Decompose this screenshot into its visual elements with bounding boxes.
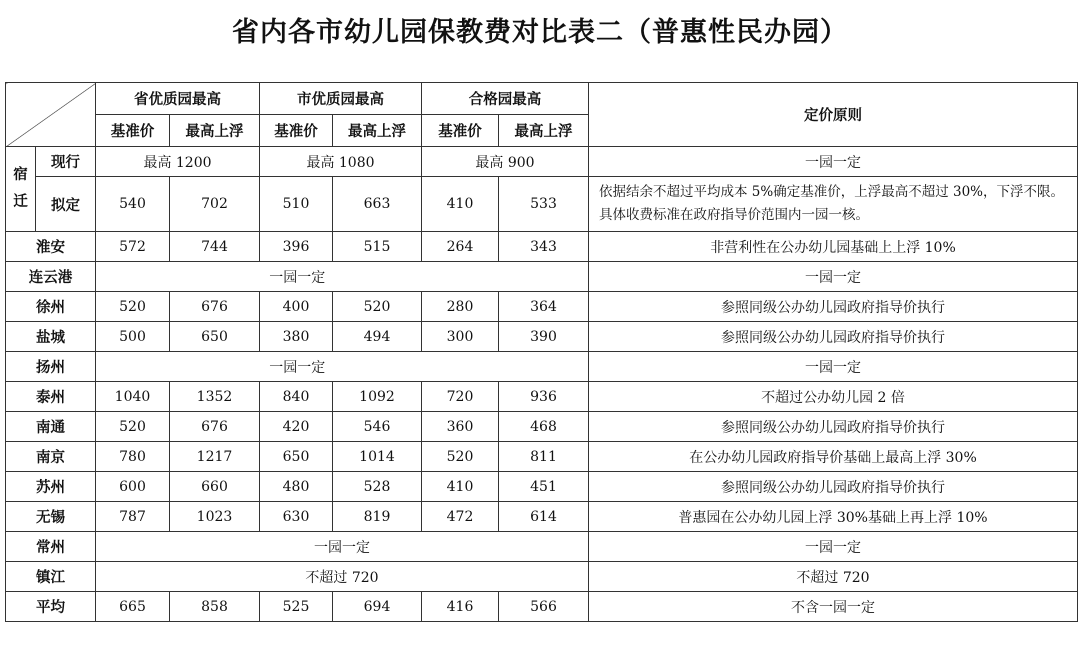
value-cell: 500	[96, 322, 170, 352]
value-cell: 最高 1200	[96, 147, 260, 177]
header-base-price: 基准价	[260, 115, 333, 147]
value-cell: 858	[170, 592, 260, 622]
principle-cell: 一园一定	[589, 532, 1078, 562]
value-cell: 520	[96, 412, 170, 442]
value-cell: 515	[333, 232, 422, 262]
principle-cell: 参照同级公办幼儿园政府指导价执行	[589, 472, 1078, 502]
value-cell: 1352	[170, 382, 260, 412]
table-row	[6, 502, 1078, 532]
city-cell: 常州	[6, 532, 96, 562]
value-cell: 528	[333, 472, 422, 502]
value-cell: 420	[260, 412, 333, 442]
value-cell: 364	[499, 292, 589, 322]
value-cell: 533	[499, 177, 589, 232]
value-cell: 811	[499, 442, 589, 472]
table-row	[6, 562, 1078, 592]
value-cell: 400	[260, 292, 333, 322]
table-row	[6, 592, 1078, 622]
principle-cell: 非营利性在公办幼儿园基础上上浮 10%	[589, 232, 1078, 262]
value-cell: 1023	[170, 502, 260, 532]
city-char: 迁	[13, 194, 28, 210]
value-cell: 676	[170, 412, 260, 442]
merged-value-cell: 不超过 720	[96, 562, 589, 592]
value-cell: 676	[170, 292, 260, 322]
city-cell: 徐州	[6, 292, 96, 322]
value-cell: 663	[333, 177, 422, 232]
city-cell: 南通	[6, 412, 96, 442]
city-cell: 淮安	[6, 232, 96, 262]
value-cell: 280	[422, 292, 499, 322]
principle-cell: 依据结余不超过平均成本 5%确定基准价，上浮最高不超过 30%，下浮不限。具体收费标准在政府指导价范围内一园一核。	[589, 177, 1078, 232]
value-cell: 396	[260, 232, 333, 262]
value-cell: 1040	[96, 382, 170, 412]
value-cell: 300	[422, 322, 499, 352]
value-cell: 780	[96, 442, 170, 472]
value-cell: 1092	[333, 382, 422, 412]
value-cell: 819	[333, 502, 422, 532]
table-row	[6, 532, 1078, 562]
header-max-float: 最高上浮	[170, 115, 260, 147]
value-cell: 416	[422, 592, 499, 622]
value-cell: 787	[96, 502, 170, 532]
value-cell: 360	[422, 412, 499, 442]
city-cell: 南京	[6, 442, 96, 472]
value-cell: 410	[422, 177, 499, 232]
value-cell: 702	[170, 177, 260, 232]
header-qualified: 合格园最高	[422, 83, 589, 115]
table-row	[6, 442, 1078, 472]
value-cell: 380	[260, 322, 333, 352]
principle-cell: 在公办幼儿园政府指导价基础上最高上浮 30%	[589, 442, 1078, 472]
value-cell: 1014	[333, 442, 422, 472]
fee-comparison-table	[5, 82, 1078, 622]
value-cell: 614	[499, 502, 589, 532]
value-cell: 694	[333, 592, 422, 622]
city-cell: 泰州	[6, 382, 96, 412]
value-cell: 600	[96, 472, 170, 502]
value-cell: 1217	[170, 442, 260, 472]
principle-cell: 参照同级公办幼儿园政府指导价执行	[589, 292, 1078, 322]
table-row	[6, 382, 1078, 412]
value-cell: 468	[499, 412, 589, 442]
value-cell: 744	[170, 232, 260, 262]
header-base-price: 基准价	[422, 115, 499, 147]
value-cell: 最高 1080	[260, 147, 422, 177]
header-max-float: 最高上浮	[333, 115, 422, 147]
value-cell: 936	[499, 382, 589, 412]
value-cell: 665	[96, 592, 170, 622]
value-cell: 650	[260, 442, 333, 472]
header-provincial-quality: 省优质园最高	[96, 83, 260, 115]
value-cell: 510	[260, 177, 333, 232]
value-cell: 572	[96, 232, 170, 262]
header-base-price: 基准价	[96, 115, 170, 147]
value-cell: 494	[333, 322, 422, 352]
value-cell: 343	[499, 232, 589, 262]
row-label-current: 现行	[36, 147, 96, 177]
page-title: 省内各市幼儿园保教费对比表二（普惠性民办园）	[232, 17, 848, 48]
city-char: 宿	[13, 167, 28, 183]
value-cell: 650	[170, 322, 260, 352]
principle-cell: 一园一定	[589, 147, 1078, 177]
city-cell: 平均	[6, 592, 96, 622]
city-cell: 扬州	[6, 352, 96, 382]
header-city-quality: 市优质园最高	[260, 83, 422, 115]
value-cell: 410	[422, 472, 499, 502]
header-max-float: 最高上浮	[499, 115, 589, 147]
table-row	[6, 412, 1078, 442]
value-cell: 525	[260, 592, 333, 622]
value-cell: 540	[96, 177, 170, 232]
principle-cell: 参照同级公办幼儿园政府指导价执行	[589, 412, 1078, 442]
header-pricing-principle: 定价原则	[589, 83, 1078, 147]
principle-cell: 参照同级公办幼儿园政府指导价执行	[589, 322, 1078, 352]
table-row	[6, 322, 1078, 352]
table-row	[6, 262, 1078, 292]
principle-cell: 不含一园一定	[589, 592, 1078, 622]
city-cell: 连云港	[6, 262, 96, 292]
value-cell: 472	[422, 502, 499, 532]
value-cell: 566	[499, 592, 589, 622]
value-cell: 最高 900	[422, 147, 589, 177]
principle-cell: 一园一定	[589, 262, 1078, 292]
table-row	[6, 292, 1078, 322]
table-row	[6, 472, 1078, 502]
city-cell: 无锡	[6, 502, 96, 532]
value-cell: 720	[422, 382, 499, 412]
value-cell: 451	[499, 472, 589, 502]
city-cell: 盐城	[6, 322, 96, 352]
row-label-proposed: 拟定	[36, 177, 96, 232]
value-cell: 264	[422, 232, 499, 262]
principle-cell: 普惠园在公办幼儿园上浮 30%基础上再上浮 10%	[589, 502, 1078, 532]
principle-cell: 一园一定	[589, 352, 1078, 382]
principle-cell: 不超过 720	[589, 562, 1078, 592]
value-cell: 546	[333, 412, 422, 442]
corner-diagonal-cell	[6, 83, 96, 147]
table-row	[6, 232, 1078, 262]
merged-value-cell: 一园一定	[96, 262, 499, 292]
value-cell: 520	[96, 292, 170, 322]
city-cell: 苏州	[6, 472, 96, 502]
value-cell: 390	[499, 322, 589, 352]
value-cell: 520	[333, 292, 422, 322]
empty-cell	[499, 352, 589, 382]
merged-value-cell: 一园一定	[96, 532, 589, 562]
value-cell: 520	[422, 442, 499, 472]
value-cell: 480	[260, 472, 333, 502]
value-cell: 660	[170, 472, 260, 502]
value-cell: 840	[260, 382, 333, 412]
city-cell: 镇江	[6, 562, 96, 592]
merged-value-cell: 一园一定	[96, 352, 499, 382]
empty-cell	[499, 262, 589, 292]
table-row	[6, 352, 1078, 382]
city-cell-suqian	[6, 147, 36, 232]
value-cell: 630	[260, 502, 333, 532]
principle-cell: 不超过公办幼儿园 2 倍	[589, 382, 1078, 412]
